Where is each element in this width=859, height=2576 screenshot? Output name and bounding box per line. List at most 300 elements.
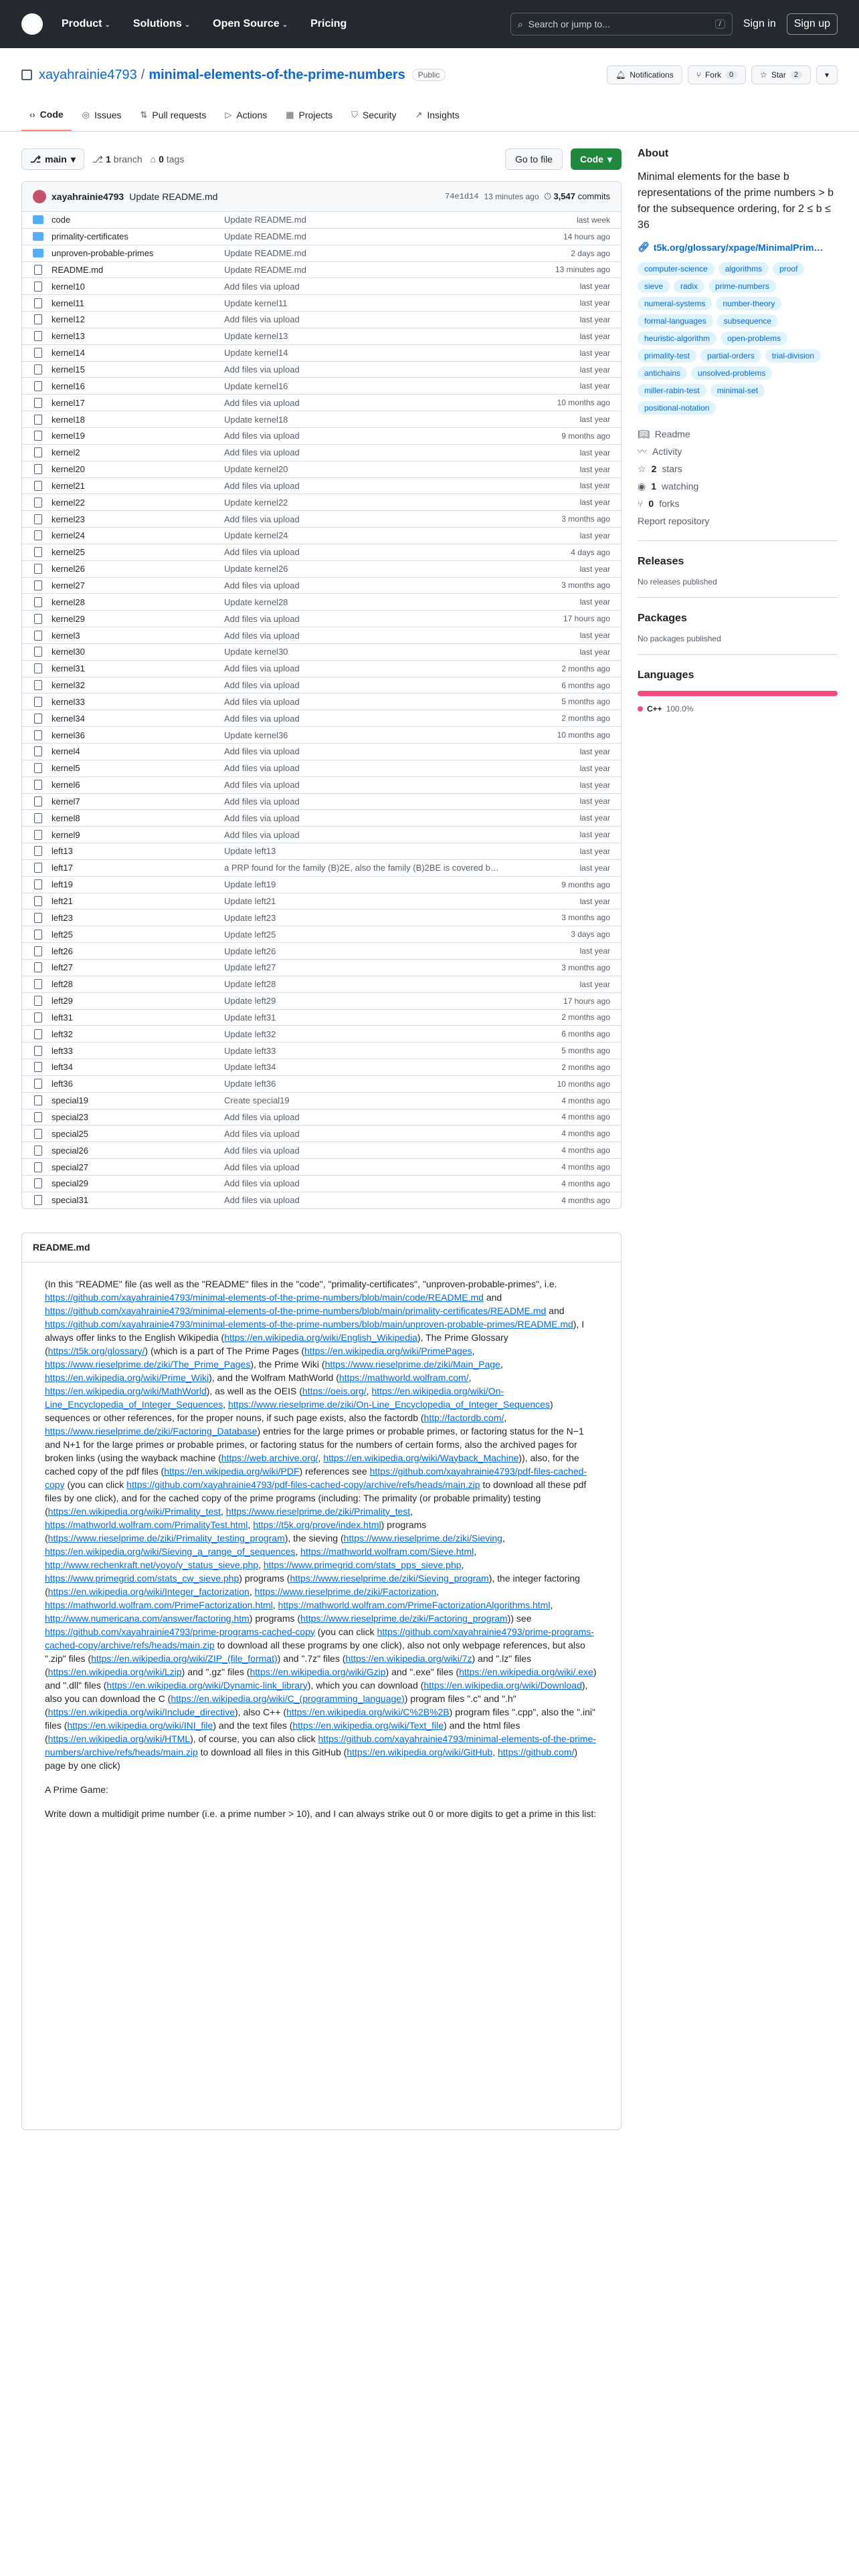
file-commit-date: 4 months ago (561, 1095, 610, 1105)
readme-link[interactable]: https://github.com/xayahrainie4793/prime-programs-cached-copy/archive/refs/heads/main.zip (45, 1626, 594, 1650)
file-commit-message[interactable]: Add files via upload (224, 431, 300, 441)
file-name-link[interactable]: kernel9 (52, 829, 80, 840)
file-name-link[interactable]: special29 (52, 1178, 88, 1189)
file-name-link[interactable]: kernel17 (52, 397, 85, 408)
file-commit-message[interactable]: Add files via upload (224, 613, 300, 624)
file-name-link[interactable]: kernel15 (52, 364, 85, 375)
table-row (22, 1092, 621, 1109)
file-icon (34, 830, 42, 840)
avatar[interactable] (33, 190, 46, 203)
file-name-link[interactable]: left31 (52, 1012, 73, 1023)
readme-link[interactable]: https://github.com/xayahrainie4793/minimal-elements-of-the-prime-numbers/archive/refs/heads/main.zip (45, 1733, 597, 1757)
commits-link[interactable]: 🕓︎ 3,547 commits (544, 191, 610, 201)
file-commit-message[interactable]: Update left33 (224, 1045, 276, 1056)
topic-tag[interactable]: primality-test (638, 349, 696, 362)
readme-link[interactable]: https://en.wikipedia.org/wiki/English_Wikipedia (224, 1331, 417, 1343)
repo-name-link[interactable]: minimal-elements-of-the-prime-numbers (149, 67, 405, 82)
file-icon (34, 447, 42, 457)
topic-tag[interactable]: antichains (638, 366, 687, 380)
readme-link[interactable]: https://en.wikipedia.org/wiki/Wayback_Machine (323, 1452, 519, 1463)
file-commit-message[interactable]: Update kernel28 (224, 597, 288, 607)
readme-link[interactable]: 📖︎ Readme (638, 425, 838, 443)
readme-link[interactable]: https://en.wikipedia.org/wiki/C%2B%2B (286, 1706, 450, 1717)
readme-link[interactable]: https://web.archive.org/ (221, 1452, 318, 1463)
nav-solutions[interactable]: Solutions ⌄ (132, 18, 191, 29)
readme-text: , (468, 1372, 472, 1383)
file-commit-date: 10 months ago (557, 730, 610, 740)
file-name-link[interactable]: special19 (52, 1095, 88, 1106)
readme-link[interactable]: https://en.wikipedia.org/wiki/Integer_factorization (47, 1586, 250, 1597)
readme-link[interactable]: https://en.wikipedia.org/wiki/INI_file (67, 1719, 213, 1731)
readme-text: , (223, 1398, 228, 1410)
file-name-link[interactable]: kernel5 (52, 763, 80, 774)
go-to-file-button[interactable]: Go to file (505, 148, 563, 170)
file-name-link[interactable]: kernel26 (52, 564, 85, 574)
readme-link[interactable]: https://github.com/xayahrainie4793/prime-programs-cached-copy (45, 1626, 315, 1637)
file-commit-date: 2 months ago (561, 714, 610, 724)
readme-link[interactable]: http://factordb.com/ (423, 1412, 504, 1423)
topic-tag[interactable]: number-theory (716, 297, 781, 310)
file-commit-message[interactable]: Update left13 (224, 846, 276, 857)
table-row (22, 677, 621, 693)
readme-text: ), The Prime Glossary ( (45, 1331, 508, 1356)
file-commit-message[interactable]: Add files via upload (224, 1111, 300, 1122)
file-commit-message[interactable]: Update left26 (224, 946, 276, 956)
tab-issues[interactable]: ◎ Issues (82, 110, 122, 120)
topic-tag[interactable]: computer-science (638, 262, 714, 276)
readme-text: to download all files in this GitHub ( (197, 1746, 347, 1757)
file-commit-message[interactable]: Add files via upload (224, 746, 300, 757)
readme-link[interactable]: https://en.wikipedia.org/wiki/MathWorld (45, 1385, 207, 1396)
file-icon (34, 746, 42, 756)
file-name-link[interactable]: kernel23 (52, 514, 85, 524)
file-name-link[interactable]: special23 (52, 1111, 88, 1122)
tab-security[interactable]: ⛉ Security (351, 110, 397, 120)
file-name-link[interactable]: kernel30 (52, 647, 85, 657)
notifications-button[interactable]: 🔔︎ Notifications (607, 66, 682, 84)
file-commit-message[interactable]: Add files via upload (224, 397, 300, 408)
file-commit-message[interactable]: Update README.md (224, 264, 306, 275)
topic-tag[interactable]: unsolved-problems (691, 366, 772, 380)
file-name-link[interactable]: left13 (52, 846, 73, 857)
file-name-link[interactable]: kernel6 (52, 780, 80, 790)
file-commit-message[interactable]: Update left23 (224, 912, 276, 923)
table-row (22, 1009, 621, 1026)
file-name-link[interactable]: kernel13 (52, 331, 85, 342)
readme-link[interactable]: https://en.wikipedia.org/wiki/HTML (47, 1733, 191, 1744)
readme-link[interactable]: https://www.rieselprime.de/ziki/Sieving_program (290, 1572, 489, 1584)
file-commit-message[interactable]: Update left29 (224, 996, 276, 1006)
languages-section (638, 654, 838, 714)
sign-up-button[interactable]: Sign up (787, 13, 838, 35)
search-input[interactable]: ⌕ Search or jump to... / (510, 13, 733, 35)
file-commit-message[interactable]: Update left28 (224, 979, 276, 990)
file-commit-message[interactable]: Update kernel14 (224, 348, 288, 358)
nav-pricing[interactable]: Pricing (310, 18, 347, 29)
code-icon: ‹› (29, 109, 35, 120)
file-commit-message[interactable]: Add files via upload (224, 1162, 300, 1172)
homepage-link[interactable]: 🔗︎ t5k.org/glossary/xpage/MinimalPrim… (638, 241, 824, 253)
visibility-badge: Public (412, 69, 446, 81)
file-commit-message[interactable]: Add files via upload (224, 1145, 300, 1156)
file-name-link[interactable]: kernel11 (52, 298, 84, 308)
file-commit-message[interactable]: Add files via upload (224, 547, 300, 558)
file-name-link[interactable]: left23 (52, 912, 73, 923)
file-name-link[interactable]: special31 (52, 1195, 88, 1206)
table-row (22, 593, 621, 610)
readme-link[interactable]: https://en.wikipedia.org/wiki/Gzip (250, 1666, 386, 1677)
file-commit-message[interactable]: Add files via upload (224, 314, 300, 325)
readme-link[interactable]: https://mathworld.wolfram.com/Sieve.html (300, 1545, 474, 1557)
readme-link[interactable]: https://www.primegrid.com/stats_cw_sieve.php (45, 1572, 240, 1584)
file-name-link[interactable]: left19 (52, 879, 73, 890)
file-commit-message[interactable]: Update left27 (224, 962, 276, 973)
readme-link[interactable]: https://github.com/xayahrainie4793/pdf-files-cached-copy/archive/refs/heads/main.zip (126, 1479, 480, 1490)
readme-link[interactable]: https://en.wikipedia.org/wiki/Include_directive (47, 1706, 235, 1717)
readme-link[interactable]: https://en.wikipedia.org/wiki/Text_file (292, 1719, 444, 1731)
file-name-link[interactable]: kernel32 (52, 680, 85, 691)
topic-tag[interactable]: positional-notation (638, 401, 716, 415)
file-name-link[interactable]: special25 (52, 1128, 88, 1139)
global-header (0, 0, 859, 48)
file-commit-date: 3 months ago (561, 580, 610, 591)
file-name-link[interactable]: kernel2 (52, 447, 80, 458)
nav-product[interactable]: Product ⌄ (62, 18, 110, 29)
readme-text: ), as well as the OEIS ( (206, 1385, 302, 1396)
file-commit-message[interactable]: Update kernel11 (224, 298, 288, 308)
readme-link[interactable]: http://www.numericana.com/answer/factoring.htm (45, 1612, 250, 1624)
topic-tag[interactable]: partial-orders (700, 349, 761, 362)
file-commit-date: last year (579, 314, 610, 324)
readme-text: , (318, 1452, 324, 1463)
readme-link[interactable]: https://mathworld.wolfram.com/PrimeFactorization.html (45, 1599, 273, 1610)
readme-link[interactable]: https://en.wikipedia.org/wiki/PDF (164, 1465, 300, 1477)
topic-tag[interactable]: miller-rabin-test (638, 384, 706, 397)
file-name-link[interactable]: kernel28 (52, 597, 85, 607)
file-commit-message[interactable]: Add files via upload (224, 680, 300, 691)
file-commit-message[interactable]: Add files via upload (224, 796, 300, 807)
commit-time: 13 minutes ago (484, 192, 539, 201)
file-name-link[interactable]: left29 (52, 996, 73, 1006)
language-item[interactable]: C++ 100.0% (638, 704, 838, 714)
file-name-link[interactable]: kernel25 (52, 547, 85, 558)
file-commit-date: 4 months ago (561, 1112, 610, 1122)
file-name-link[interactable]: kernel34 (52, 713, 85, 724)
readme-link[interactable]: https://www.rieselprime.de/ziki/Primality_testing_program (47, 1532, 285, 1543)
file-name-link[interactable]: left25 (52, 929, 73, 940)
file-commit-message[interactable]: Update kernel22 (224, 497, 288, 508)
file-icon (34, 680, 42, 690)
commit-message-link[interactable]: Update README.md (129, 191, 218, 202)
readme-text: ) and ".lz" files ( (45, 1652, 532, 1677)
file-name-link[interactable]: kernel21 (52, 480, 85, 491)
table-row (22, 693, 621, 710)
readme-link[interactable]: https://github.com/xayahrainie4793/pdf-files-cached-copy (45, 1465, 587, 1490)
file-name-link[interactable]: left27 (52, 962, 73, 973)
file-commit-message[interactable]: Add files via upload (224, 663, 300, 674)
readme-link[interactable]: https://en.wikipedia.org/wiki/On-Line_Encyclopedia_of_Integer_Sequences (45, 1385, 504, 1410)
about-section (638, 148, 838, 530)
table-row (22, 760, 621, 776)
table-row (22, 477, 621, 494)
file-commit-message[interactable]: a PRP found for the family (B)2E, also the family (B)2BE is covered b… (224, 863, 499, 873)
readme-link[interactable]: https://www.rieselprime.de/ziki/Sieving (343, 1532, 502, 1543)
file-name-link[interactable]: kernel27 (52, 580, 85, 591)
file-commit-message[interactable]: Create special19 (224, 1095, 290, 1106)
topic-tag[interactable]: formal-languages (638, 314, 713, 328)
stars-link[interactable]: ☆ 2 stars (638, 460, 838, 477)
file-name-link[interactable]: kernel19 (52, 431, 85, 441)
readme-link[interactable]: https://en.wikipedia.org/wiki/Primality_test (47, 1505, 221, 1517)
github-logo-icon[interactable] (21, 13, 43, 35)
file-name-link[interactable]: special27 (52, 1162, 88, 1172)
commit-sha[interactable]: 74e1d14 (445, 192, 479, 201)
file-commit-message[interactable]: Update README.md (224, 231, 306, 242)
star-button[interactable]: ☆ Star 2 (751, 66, 811, 84)
readme-link[interactable]: https://t5k.org/prove/index.html (253, 1519, 381, 1530)
file-name-link[interactable]: kernel36 (52, 730, 85, 740)
file-commit-message[interactable]: Update kernel16 (224, 381, 288, 391)
file-name-link[interactable]: kernel4 (52, 746, 80, 757)
topic-tag[interactable]: subsequence (717, 314, 778, 328)
file-commit-message[interactable]: Add files via upload (224, 829, 300, 840)
shield-icon: ⛉ (351, 110, 358, 120)
readme-link[interactable]: https://en.wikipedia.org/wiki/Lzip (47, 1666, 182, 1677)
file-name-link[interactable]: unproven-probable-primes (52, 248, 154, 259)
tab-code[interactable]: ‹› Code (21, 99, 72, 131)
readme-text: )) see (507, 1612, 532, 1624)
readme-link[interactable]: https://mathworld.wolfram.com/PrimeFactorizationAlgorithms.html (278, 1599, 551, 1610)
file-name-link[interactable]: left36 (52, 1079, 73, 1089)
forks-link[interactable]: ⑂ 0 forks (638, 495, 838, 512)
readme-link[interactable]: https://www.primegrid.com/stats_pps_sieve.php (263, 1559, 462, 1570)
file-commit-date: last year (579, 481, 610, 491)
language-color-dot (638, 706, 643, 712)
file-commit-message[interactable]: Add files via upload (224, 780, 300, 790)
topic-tag[interactable]: prime-numbers (708, 280, 776, 293)
topic-tag[interactable]: minimal-set (710, 384, 765, 397)
file-name-link[interactable]: kernel14 (52, 348, 85, 358)
readme-link[interactable]: https://github.com/xayahrainie4793/minimal-elements-of-the-prime-numbers/blob/main/code/README.md (45, 1291, 484, 1303)
file-commit-message[interactable]: Update kernel36 (224, 730, 288, 740)
file-commit-message[interactable]: Add files via upload (224, 364, 300, 375)
file-commit-message[interactable]: Add files via upload (224, 1195, 300, 1206)
file-commit-message[interactable]: Add files via upload (224, 1178, 300, 1189)
topic-tag[interactable]: sieve (638, 280, 670, 293)
file-commit-date: last year (579, 597, 610, 607)
star-dropdown-button[interactable] (816, 66, 838, 84)
file-commit-message[interactable]: Update left36 (224, 1079, 276, 1089)
table-row (22, 461, 621, 477)
readme-link[interactable]: https://github.com/xayahrainie4793/minimal-elements-of-the-prime-numbers/blob/main/primality-certificates/README.md (45, 1305, 547, 1316)
readme-link[interactable]: https://www.rieselprime.de/ziki/Factoring_program (300, 1612, 508, 1624)
file-name-link[interactable]: code (52, 215, 71, 225)
file-commit-date: 4 months ago (561, 1178, 610, 1188)
readme-link[interactable]: https://www.rieselprime.de/ziki/Primality_test (225, 1505, 411, 1517)
file-name-link[interactable]: primality-certificates (52, 231, 128, 242)
topic-tag[interactable]: open-problems (721, 332, 787, 345)
file-name-link[interactable]: left21 (52, 896, 73, 907)
repo-owner-link[interactable]: xayahrainie4793 (39, 67, 137, 82)
topic-tag[interactable]: radix (674, 280, 704, 293)
tab-pull-requests[interactable]: ⇅ Pull requests (140, 110, 207, 120)
file-commit-message[interactable]: Update left21 (224, 896, 276, 907)
file-commit-message[interactable]: Add files via upload (224, 281, 300, 292)
file-name-link[interactable]: kernel7 (52, 796, 80, 807)
readme-link[interactable]: https://en.wikipedia.org/wiki/Sieving_a_range_of_sequences (45, 1545, 296, 1557)
branch-select[interactable]: ⎇ main ▾ (21, 148, 84, 170)
file-commit-message[interactable]: Update kernel20 (224, 464, 288, 475)
readme-link[interactable]: https://mathworld.wolfram.com/PrimalityTest.html (45, 1519, 248, 1530)
file-commit-message[interactable]: Add files via upload (224, 713, 300, 724)
file-icon (34, 979, 42, 989)
file-name-link[interactable]: kernel16 (52, 381, 85, 391)
file-commit-message[interactable]: Update kernel24 (224, 530, 288, 541)
book-icon: 📖︎ (638, 429, 650, 439)
file-name-link[interactable]: README.md (52, 264, 104, 275)
report-link[interactable]: Report repository (638, 516, 710, 526)
readme-text: ) entries for the large primes or probable primes, or factoring status for the N−1 and N+1 for the large primes or probable primes, or factoring status for the numbers of certain forms, also the archived pages for broken links (using the wayback machine ( (45, 1425, 584, 1463)
topic-tag[interactable]: proof (773, 262, 804, 276)
file-commit-message[interactable]: Add files via upload (224, 763, 300, 774)
file-name-link[interactable]: kernel8 (52, 813, 80, 823)
file-name-link[interactable]: kernel33 (52, 696, 85, 707)
readme-text: ), of course, you can also click (190, 1733, 318, 1744)
file-name-link[interactable]: kernel22 (52, 497, 85, 508)
table-row (22, 427, 621, 444)
file-commit-message[interactable]: Add files via upload (224, 630, 300, 641)
readme-link[interactable]: https://en.wikipedia.org/wiki/PrimePages (304, 1345, 472, 1356)
readme-link[interactable]: https://www.rieselprime.de/ziki/Main_Page (324, 1358, 500, 1370)
readme-text: , (258, 1559, 264, 1570)
file-commit-date: 14 hours ago (563, 231, 610, 241)
readme-link[interactable]: https://en.wikipedia.org/wiki/C_(programming_language) (171, 1693, 405, 1704)
file-commit-message[interactable]: Add files via upload (224, 514, 300, 524)
file-icon (34, 564, 42, 574)
releases-title[interactable]: Releases (638, 556, 684, 567)
file-commit-message[interactable]: Update kernel30 (224, 647, 288, 657)
readme-link[interactable]: http://www.rechenkraft.net/yoyo/y_status_sieve.php (45, 1559, 259, 1570)
file-commit-message[interactable]: Add files via upload (224, 580, 300, 591)
file-commit-message[interactable]: Update README.md (224, 215, 306, 225)
nav-open-source[interactable]: Open Source ⌄ (213, 18, 288, 29)
table-row (22, 278, 621, 294)
readme-link[interactable]: https://en.wikipedia.org/wiki/7z (345, 1652, 472, 1664)
file-name-link[interactable]: left26 (52, 946, 73, 956)
file-name-link[interactable]: left34 (52, 1062, 73, 1073)
file-name-link[interactable]: special26 (52, 1145, 88, 1156)
readme-link[interactable]: https://en.wikipedia.org/wiki/Dynamic-link_library (106, 1679, 308, 1691)
topic-tag[interactable]: algorithms (719, 262, 769, 276)
file-commit-message[interactable]: Update left25 (224, 929, 276, 940)
file-commit-message[interactable]: Update left34 (224, 1062, 276, 1073)
tab-actions[interactable]: ▷ Actions (225, 110, 268, 120)
file-name-link[interactable]: kernel20 (52, 464, 85, 475)
readme-link[interactable]: https://en.wikipedia.org/wiki/GitHub (347, 1746, 493, 1757)
file-commit-date: last year (579, 331, 610, 341)
fork-button[interactable]: ⑂ Fork 0 (688, 66, 746, 84)
readme-text: , (550, 1599, 553, 1610)
readme-link[interactable]: https://en.wikipedia.org/wiki/Prime_Wiki (45, 1372, 209, 1383)
readme-text: , (500, 1358, 503, 1370)
file-name-link[interactable]: kernel3 (52, 630, 80, 641)
file-name-link[interactable]: left32 (52, 1029, 73, 1039)
readme-link[interactable]: https://www.rieselprime.de/ziki/Factoring_Database (45, 1425, 258, 1436)
file-icon (34, 730, 42, 740)
readme-link[interactable]: https://en.wikipedia.org/wiki/Download (423, 1679, 582, 1691)
file-commit-message[interactable]: Add files via upload (224, 696, 300, 707)
file-commit-message[interactable]: Update left19 (224, 879, 276, 890)
file-commit-message[interactable]: Update README.md (224, 248, 306, 259)
readme-link[interactable]: https://www.rieselprime.de/ziki/On-Line_Encyclopedia_of_Integer_Sequences (228, 1398, 550, 1410)
packages-title[interactable]: Packages (638, 613, 687, 624)
file-commit-date: 2 months ago (561, 1012, 610, 1023)
chevron-down-icon: ▾ (607, 153, 612, 165)
file-commit-message[interactable]: Update kernel26 (224, 564, 288, 574)
file-commit-message[interactable]: Update left31 (224, 1012, 276, 1023)
topic-tag[interactable]: numeral-systems (638, 297, 712, 310)
table-row (22, 444, 621, 461)
file-name-link[interactable]: left17 (52, 863, 73, 873)
file-commit-date: last year (579, 780, 610, 790)
commit-author-link[interactable]: xayahrainie4793 (52, 191, 124, 202)
readme-link[interactable]: https://www.rieselprime.de/ziki/Factorization (254, 1586, 437, 1597)
branches-link[interactable]: ⎇ 1 branch (92, 153, 142, 165)
readme-link[interactable]: https://www.rieselprime.de/ziki/The_Prime_Pages (45, 1358, 251, 1370)
file-name-link[interactable]: kernel10 (52, 281, 85, 292)
file-commit-message[interactable]: Add files via upload (224, 1128, 300, 1139)
file-name-link[interactable]: left28 (52, 979, 73, 990)
table-row (22, 1075, 621, 1092)
file-commit-message[interactable]: Update kernel13 (224, 331, 288, 342)
readme-link[interactable]: https://oeis.org/ (302, 1385, 367, 1396)
readme-link[interactable]: https://mathworld.wolfram.com/ (339, 1372, 469, 1383)
readme-link[interactable]: https://en.wikipedia.org/wiki/.exe (459, 1666, 593, 1677)
file-name-link[interactable]: kernel12 (52, 314, 85, 325)
file-commit-message[interactable]: Update kernel18 (224, 414, 288, 425)
file-commit-date: 3 months ago (561, 514, 610, 524)
file-name-link[interactable]: kernel29 (52, 613, 85, 624)
activity-link[interactable]: 〰 Activity (638, 443, 838, 460)
readme-link[interactable]: https://en.wikipedia.org/wiki/ZIP_(file_format) (91, 1652, 278, 1664)
tab-projects[interactable]: ▦ Projects (286, 110, 333, 120)
readme-link[interactable]: https://github.com/ (498, 1746, 575, 1757)
pulse-icon: 〰 (638, 446, 647, 457)
code-button[interactable]: Code ▾ (571, 148, 622, 170)
topic-tag[interactable]: trial-division (765, 349, 821, 362)
topic-tag[interactable]: heuristic-algorithm (638, 332, 717, 345)
readme-text: , (461, 1559, 464, 1570)
readme-link[interactable]: https://github.com/xayahrainie4793/minimal-elements-of-the-prime-numbers/blob/main/unproven-probable-primes/README.md (45, 1318, 573, 1329)
sign-in-link[interactable]: Sign in (743, 18, 776, 29)
file-name-link[interactable]: left33 (52, 1045, 73, 1056)
file-commit-message[interactable]: Add files via upload (224, 813, 300, 823)
file-name-link[interactable]: kernel24 (52, 530, 85, 541)
readme-link[interactable]: https://t5k.org/glossary/ (47, 1345, 145, 1356)
readme-text: ) and ".exe" files ( (385, 1666, 460, 1677)
readme-text: ), I always offer links to the English Wikipedia ( (45, 1318, 585, 1343)
file-commit-message[interactable]: Add files via upload (224, 480, 300, 491)
file-icon (34, 863, 42, 873)
file-name-link[interactable]: kernel18 (52, 414, 85, 425)
file-commit-message[interactable]: Add files via upload (224, 447, 300, 458)
tab-insights[interactable]: ↗ Insights (415, 110, 460, 120)
file-commit-message[interactable]: Update left32 (224, 1029, 276, 1039)
watchers-link[interactable]: ◉ 1 watching (638, 477, 838, 495)
file-icon (34, 1062, 42, 1072)
tags-link[interactable]: ⌂ 0 tags (150, 154, 185, 165)
file-name-link[interactable]: kernel31 (52, 663, 85, 674)
